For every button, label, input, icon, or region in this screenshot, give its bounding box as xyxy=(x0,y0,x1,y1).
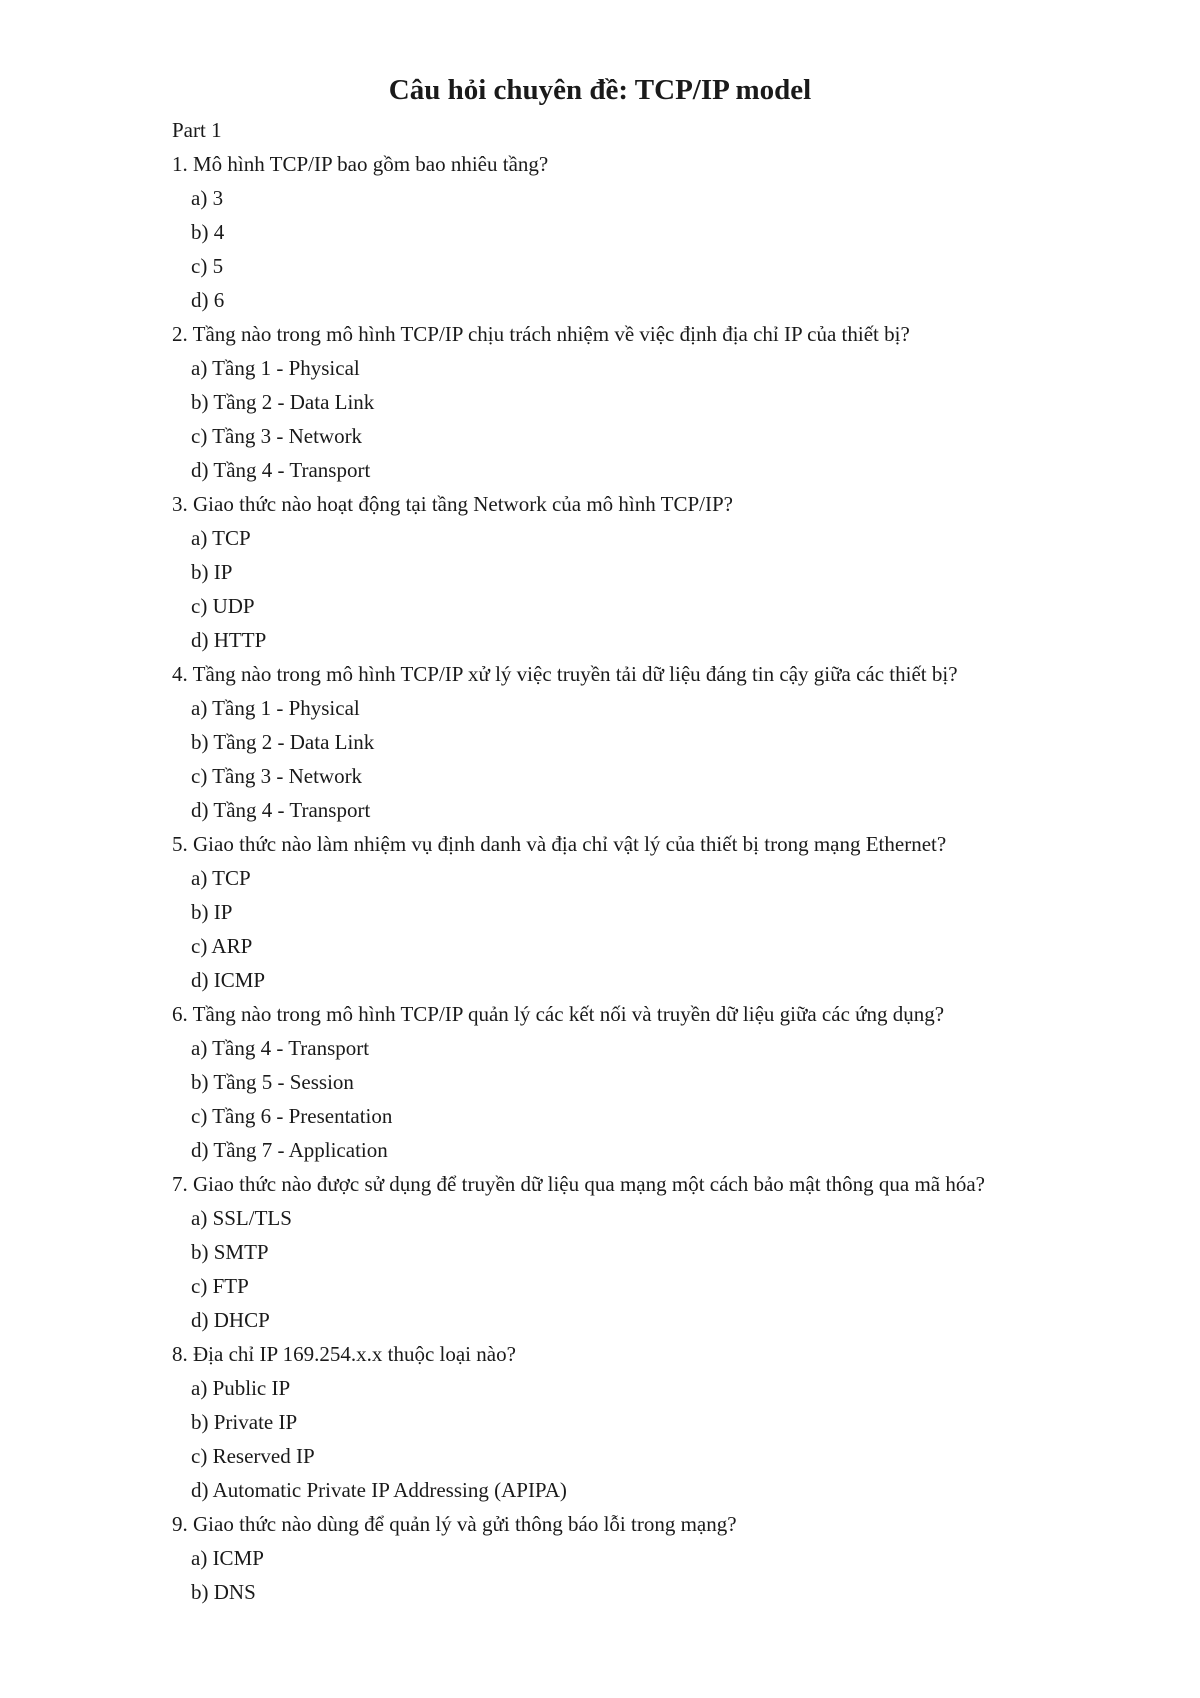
question-text: 7. Giao thức nào được sử dụng để truyền dữ liệu qua mạng một cách bảo mật thông qua mã hóa? xyxy=(172,1172,986,1196)
question-text: 3. Giao thức nào hoạt động tại tầng Network của mô hình TCP/IP? xyxy=(172,492,733,516)
answer-option: d) Tầng 4 - Transport xyxy=(191,458,371,482)
answer-option: b) SMTP xyxy=(191,1240,269,1264)
answer-option: b) Tầng 5 - Session xyxy=(191,1070,354,1094)
question-text: 2. Tầng nào trong mô hình TCP/IP chịu trách nhiệm về việc định địa chỉ IP của thiết bị? xyxy=(172,322,910,346)
answer-option: c) FTP xyxy=(191,1274,249,1298)
question-text: 8. Địa chỉ IP 169.254.x.x thuộc loại nào? xyxy=(172,1342,516,1366)
answer-option: d) Automatic Private IP Addressing (APIPA) xyxy=(191,1478,567,1502)
answer-option: a) Tầng 4 - Transport xyxy=(191,1036,370,1060)
answer-option: c) 5 xyxy=(191,254,224,278)
answer-option: c) Tầng 3 - Network xyxy=(191,424,363,448)
answer-option: c) Tầng 3 - Network xyxy=(191,764,363,788)
answer-option: c) ARP xyxy=(191,934,253,958)
answer-option: d) ICMP xyxy=(191,968,266,992)
part-label: Part 1 xyxy=(172,118,222,142)
question-text: 1. Mô hình TCP/IP bao gồm bao nhiêu tầng? xyxy=(172,152,549,176)
answer-option: b) IP xyxy=(191,900,233,924)
answer-option: a) TCP xyxy=(191,526,251,550)
answer-option: c) Tầng 6 - Presentation xyxy=(191,1104,393,1128)
answer-option: a) Public IP xyxy=(191,1376,291,1400)
question-text: 5. Giao thức nào làm nhiệm vụ định danh và địa chỉ vật lý của thiết bị trong mạng Ethernet? xyxy=(172,832,947,856)
answer-option: d) HTTP xyxy=(191,628,267,652)
answer-option: a) SSL/TLS xyxy=(191,1206,292,1230)
answer-option: a) ICMP xyxy=(191,1546,264,1570)
answer-option: b) IP xyxy=(191,560,233,584)
answer-option: b) Tầng 2 - Data Link xyxy=(191,390,375,414)
question-text: 9. Giao thức nào dùng để quản lý và gửi thông báo lỗi trong mạng? xyxy=(172,1512,737,1536)
answer-option: d) Tầng 4 - Transport xyxy=(191,798,371,822)
answer-option: a) Tầng 1 - Physical xyxy=(191,696,360,720)
answer-option: a) Tầng 1 - Physical xyxy=(191,356,360,380)
question-text: 4. Tầng nào trong mô hình TCP/IP xử lý việc truyền tải dữ liệu đáng tin cậy giữa các thiết bị? xyxy=(172,662,958,686)
document-title: Câu hỏi chuyên đề: TCP/IP model xyxy=(388,74,812,106)
answer-option: a) 3 xyxy=(191,186,224,210)
answer-option: c) UDP xyxy=(191,594,255,618)
answer-option: d) 6 xyxy=(191,288,225,312)
answer-option: d) Tầng 7 - Application xyxy=(191,1138,388,1162)
answer-option: b) Private IP xyxy=(191,1410,298,1434)
answer-option: b) Tầng 2 - Data Link xyxy=(191,730,375,754)
answer-option: d) DHCP xyxy=(191,1308,270,1332)
question-list xyxy=(172,113,1172,1609)
answer-option: c) Reserved IP xyxy=(191,1444,315,1468)
question-text: 6. Tầng nào trong mô hình TCP/IP quản lý các kết nối và truyền dữ liệu giữa các ứng dụng? xyxy=(172,1002,945,1026)
answer-option: b) 4 xyxy=(191,220,225,244)
answer-option: b) DNS xyxy=(191,1580,256,1604)
answer-option: a) TCP xyxy=(191,866,251,890)
